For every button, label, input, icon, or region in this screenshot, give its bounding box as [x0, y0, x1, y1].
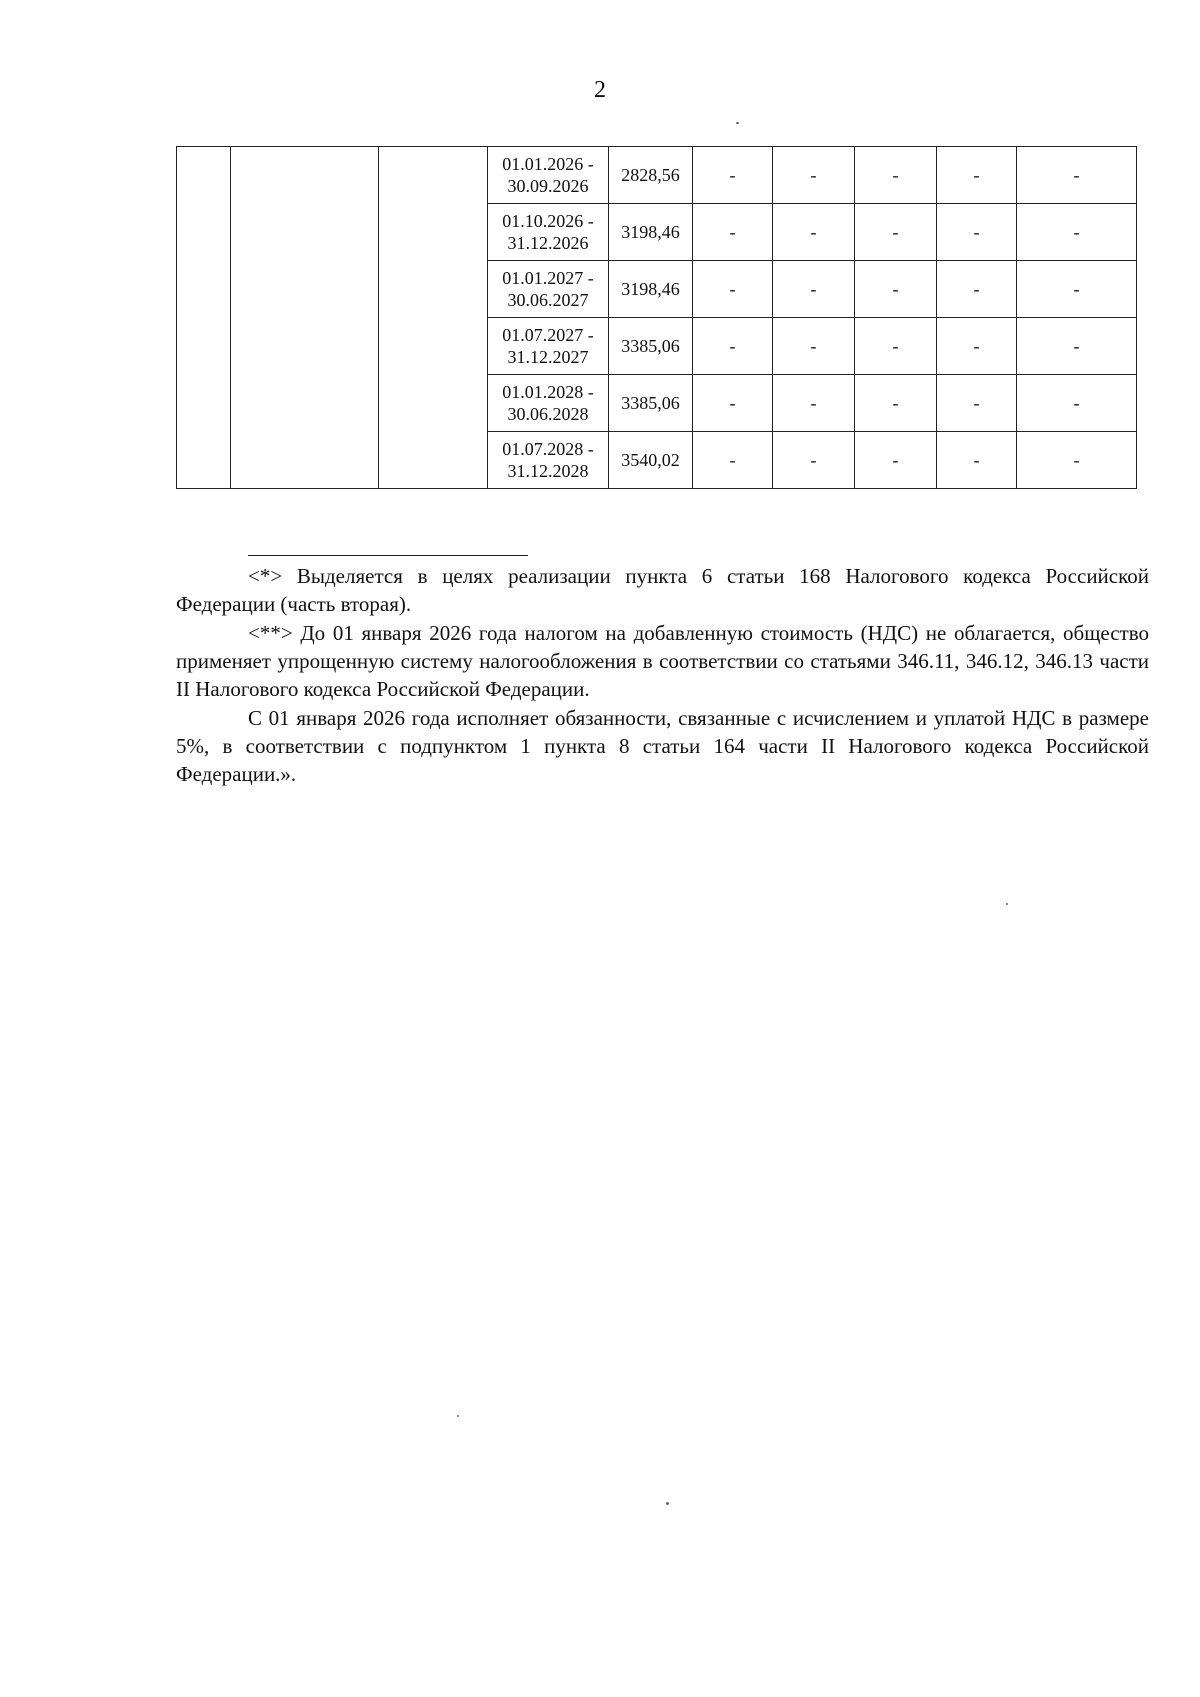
table-cell: -: [773, 432, 855, 489]
table-cell: -: [937, 432, 1017, 489]
table-cell: -: [1017, 432, 1137, 489]
period-end: 30.06.2027: [507, 290, 589, 310]
table-cell: -: [855, 147, 937, 204]
table-cell-empty: [379, 147, 488, 489]
period-start: 01.01.2027 -: [502, 268, 594, 288]
period-cell: [488, 147, 609, 204]
period-cell: [488, 318, 609, 375]
period-end: 31.12.2027: [507, 347, 589, 367]
page-number: 2: [594, 77, 606, 103]
footnote-2: <**> До 01 января 2026 года налогом на добавленную стоимость (НДС) не облагается, общество применяет упрощенную систему налогообложения в соответствии со статьями 346.11, 346.12, 346.13 части II Налогового кодекса Российской Федерации.: [176, 621, 1149, 701]
table-cell: -: [1017, 375, 1137, 432]
table-row: [177, 147, 1137, 204]
table-cell-empty: [177, 147, 231, 489]
table-cell: -: [693, 375, 773, 432]
rate-cell: 3385,06: [609, 318, 693, 375]
period-cell: [488, 375, 609, 432]
table-cell: -: [855, 375, 937, 432]
table-cell: -: [937, 375, 1017, 432]
scan-speck: [1006, 903, 1008, 905]
table-cell: -: [1017, 318, 1137, 375]
rate-cell: 2828,56: [609, 147, 693, 204]
period-cell: [488, 204, 609, 261]
table-cell: -: [693, 261, 773, 318]
period-start: 01.01.2028 -: [502, 382, 594, 402]
rate-cell: 3385,06: [609, 375, 693, 432]
table-cell: -: [937, 261, 1017, 318]
scan-speck: [457, 1415, 459, 1417]
footnote-separator: [248, 555, 528, 556]
period-cell: [488, 261, 609, 318]
table-cell: -: [855, 432, 937, 489]
period-start: 01.10.2026 -: [502, 211, 594, 231]
table-cell: -: [693, 318, 773, 375]
footnote-3: С 01 января 2026 года исполняет обязанности, связанные с исчислением и уплатой НДС в размере 5%, в соответствии с подпунктом 1 пункта 8 статьи 164 части II Налогового кодекса Российской Федерации.».: [176, 706, 1149, 786]
table-cell: -: [773, 318, 855, 375]
table-cell: -: [693, 204, 773, 261]
period-start: 01.07.2027 -: [502, 325, 594, 345]
period-end: 30.06.2028: [507, 404, 589, 424]
period-end: 30.09.2026: [507, 176, 589, 196]
footnotes: [176, 562, 1149, 789]
table-cell: -: [693, 147, 773, 204]
table-cell: -: [773, 261, 855, 318]
table-cell: -: [937, 204, 1017, 261]
table-cell: -: [937, 318, 1017, 375]
table-cell: -: [693, 432, 773, 489]
table-cell: -: [855, 261, 937, 318]
period-start: 01.07.2028 -: [502, 439, 594, 459]
scan-speck: [666, 1502, 669, 1505]
period-cell: [488, 432, 609, 489]
table-cell: -: [1017, 147, 1137, 204]
table-cell: -: [773, 147, 855, 204]
table-cell: -: [937, 147, 1017, 204]
table-cell: -: [855, 204, 937, 261]
rate-cell: 3198,46: [609, 204, 693, 261]
footnote-1: <*> Выделяется в целях реализации пункта 6 статьи 168 Налогового кодекса Российской Федерации (часть вторая).: [176, 564, 1149, 616]
rate-cell: 3540,02: [609, 432, 693, 489]
period-end: 31.12.2026: [507, 233, 589, 253]
period-start: 01.01.2026 -: [502, 154, 594, 174]
table-cell: -: [773, 204, 855, 261]
tariff-table: [176, 146, 1137, 489]
table-cell: -: [1017, 261, 1137, 318]
table-cell: -: [773, 375, 855, 432]
scan-speck: [736, 122, 739, 124]
table-cell: -: [1017, 204, 1137, 261]
table-cell: -: [855, 318, 937, 375]
rate-cell: 3198,46: [609, 261, 693, 318]
table-cell-empty: [231, 147, 379, 489]
period-end: 31.12.2028: [507, 461, 589, 481]
